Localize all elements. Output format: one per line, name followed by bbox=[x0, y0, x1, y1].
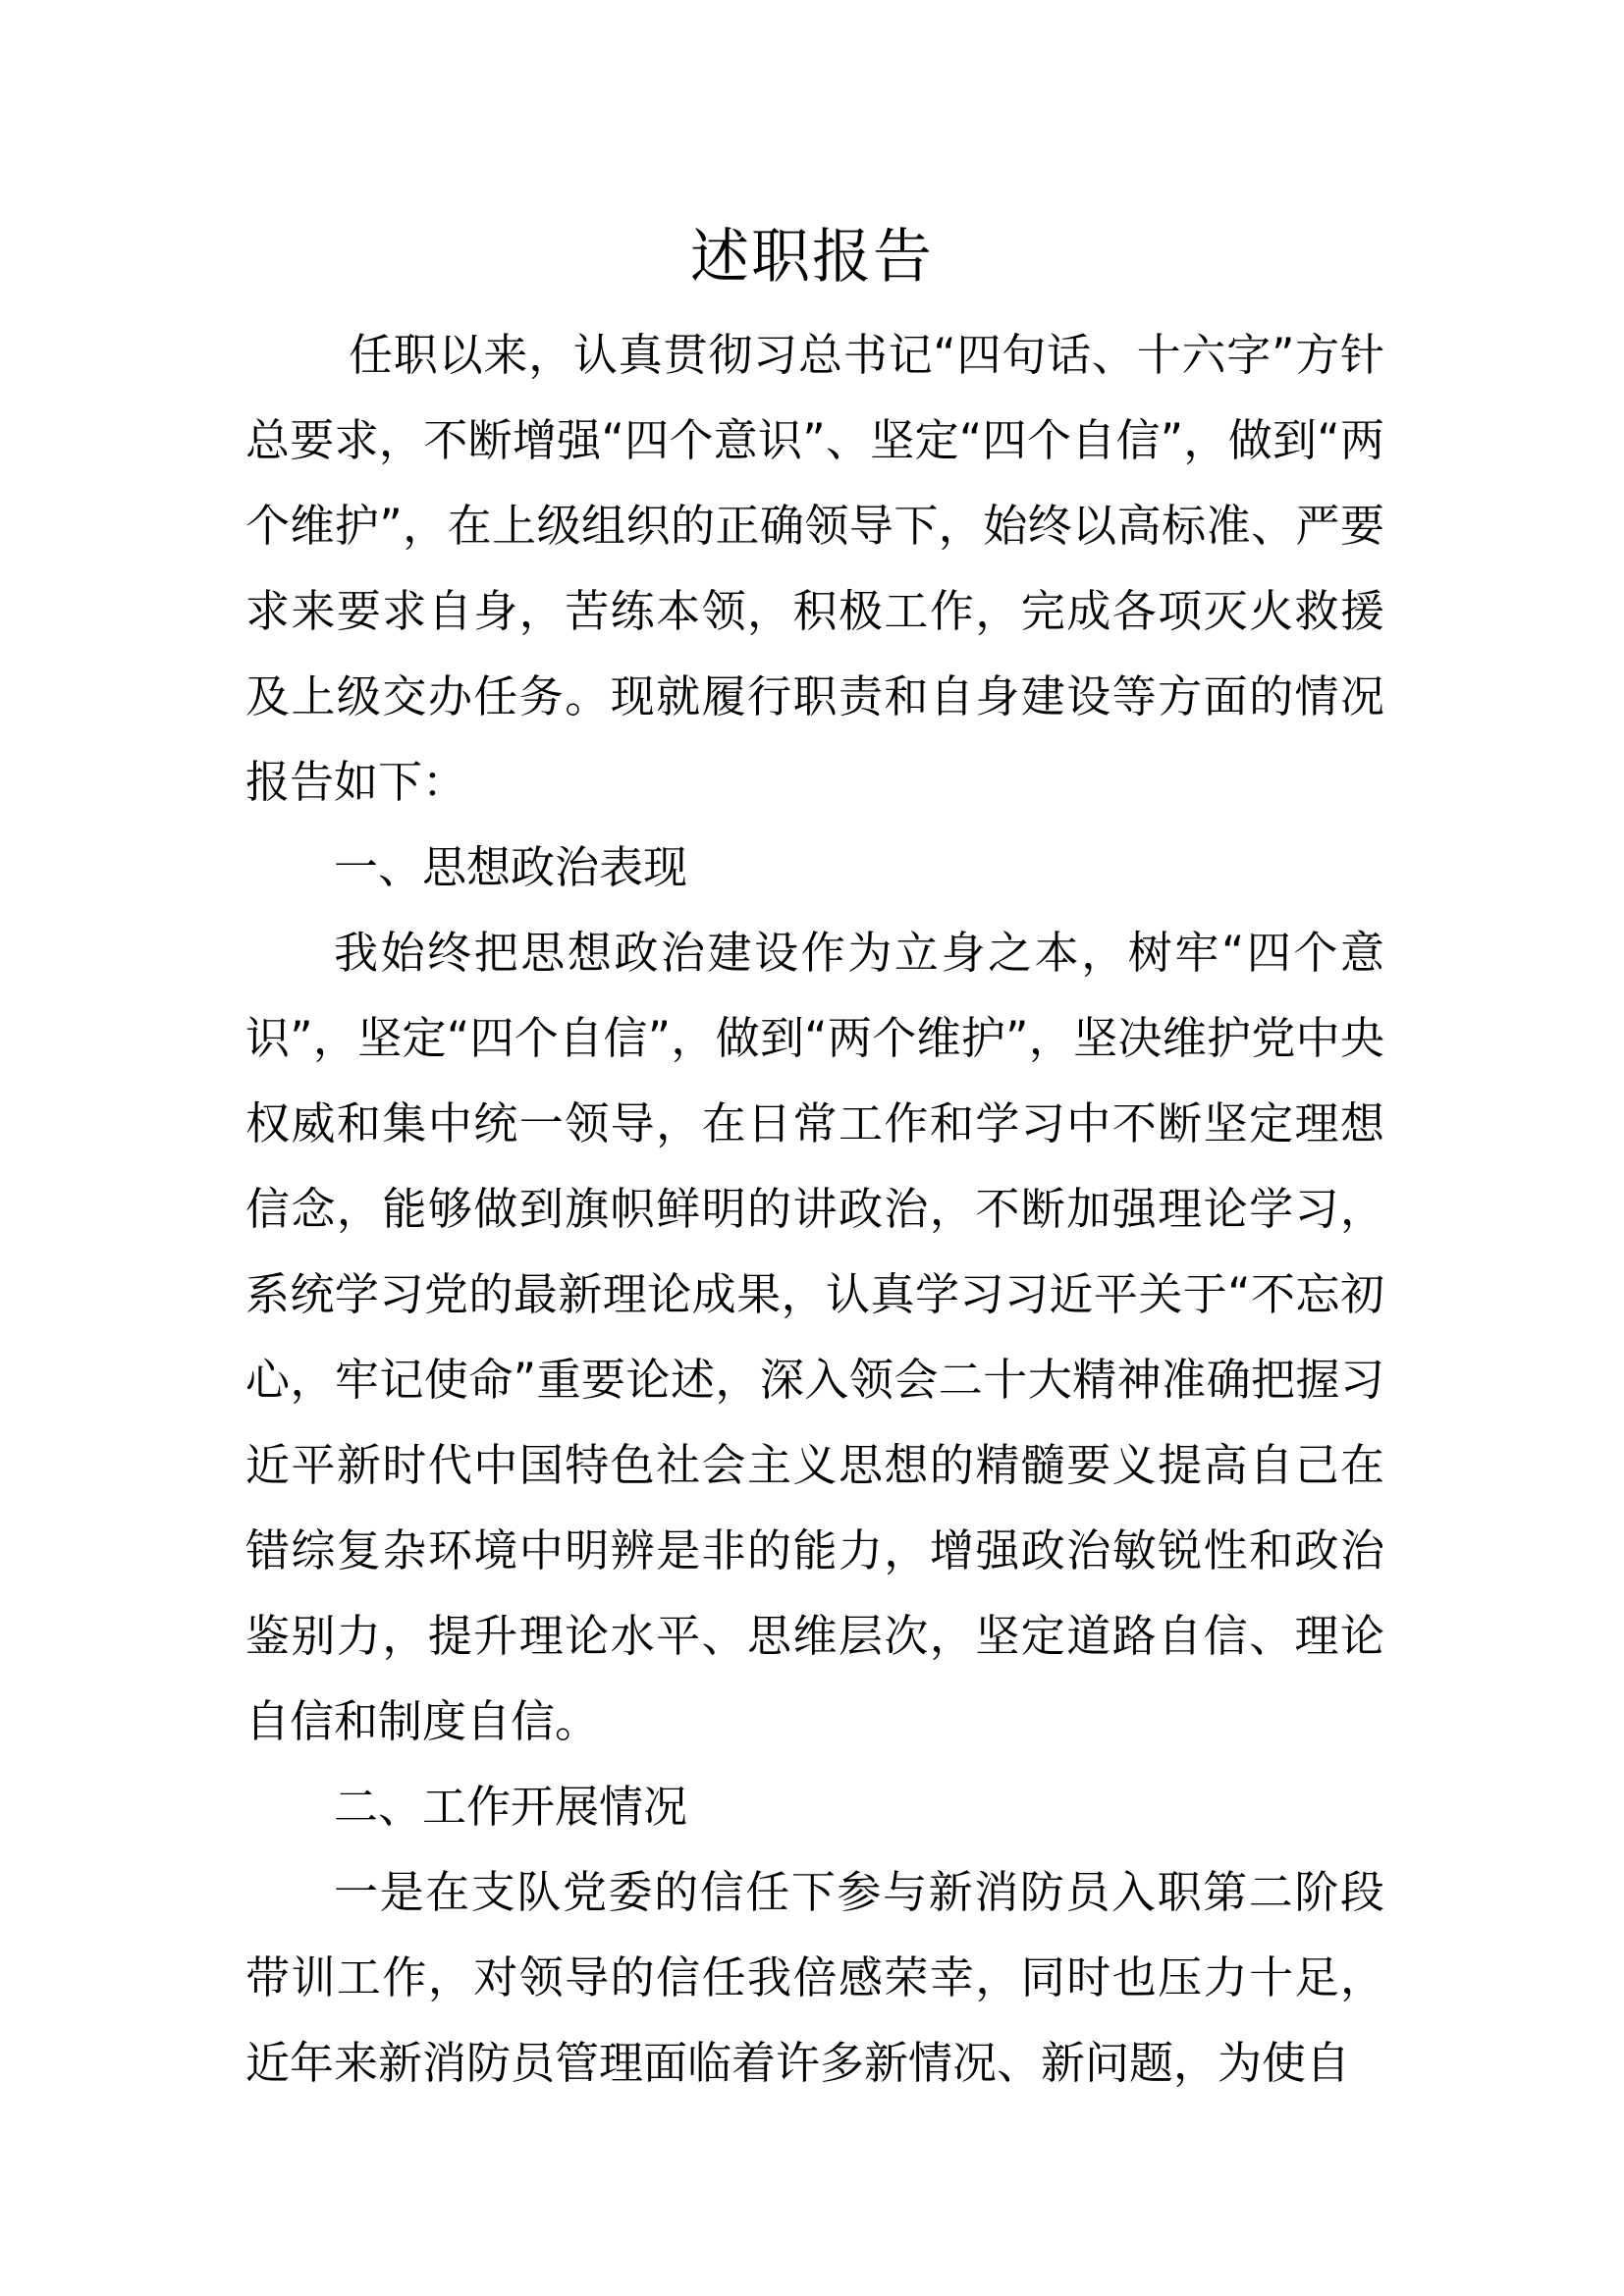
section-paragraph-political: 我始终把思想政治建设作为立身之本，树牢“四个意识”，坚定“四个自信”，做到“两个维护”，坚决维护党中央权威和集中统一领导，在日常工作和学习中不断坚定理想信念，能够做到旗帜鲜明的讲政治，不断加强理论学习，系统学习党的最新理论成果，认真学习习近平关于“不忘初心，牢记使命”重要论述，深入领会二十大精神准确把握习近平新时代中国特色社会主义思想的精髓要义提高自己在错综复杂环境中明辨是非的能力，增强政治敏锐性和政治鉴别力，提升理论水平、思维层次，坚定道路自信、理论自信和制度自信。 bbox=[245, 927, 1384, 1747]
intro-paragraph: 任职以来，认真贯彻习总书记“四句话、十六字”方针总要求，不断增强“四个意识”、坚定“四个自信”，做到“两个维护”，在上级组织的正确领导下，始终以高标准、严要求来要求自身，苦练本领，积极工作，完成各项灭火救援及上级交办任务。现就履行职责和自身建设等方面的情况报告如下： bbox=[245, 329, 1384, 808]
section-paragraph-work: 一是在支队党委的信任下参与新消防员入职第二阶段带训工作，对领导的信任我倍感荣幸，同时也压力十足，近年来新消防员管理面临着许多新情况、新问题，为使自 bbox=[245, 1866, 1384, 2089]
section-heading-political: 一、思想政治表现 bbox=[334, 841, 688, 893]
document-title: 述职报告 bbox=[690, 223, 934, 292]
section-heading-work: 二、工作开展情况 bbox=[334, 1781, 688, 1833]
document-body bbox=[245, 312, 1384, 2106]
